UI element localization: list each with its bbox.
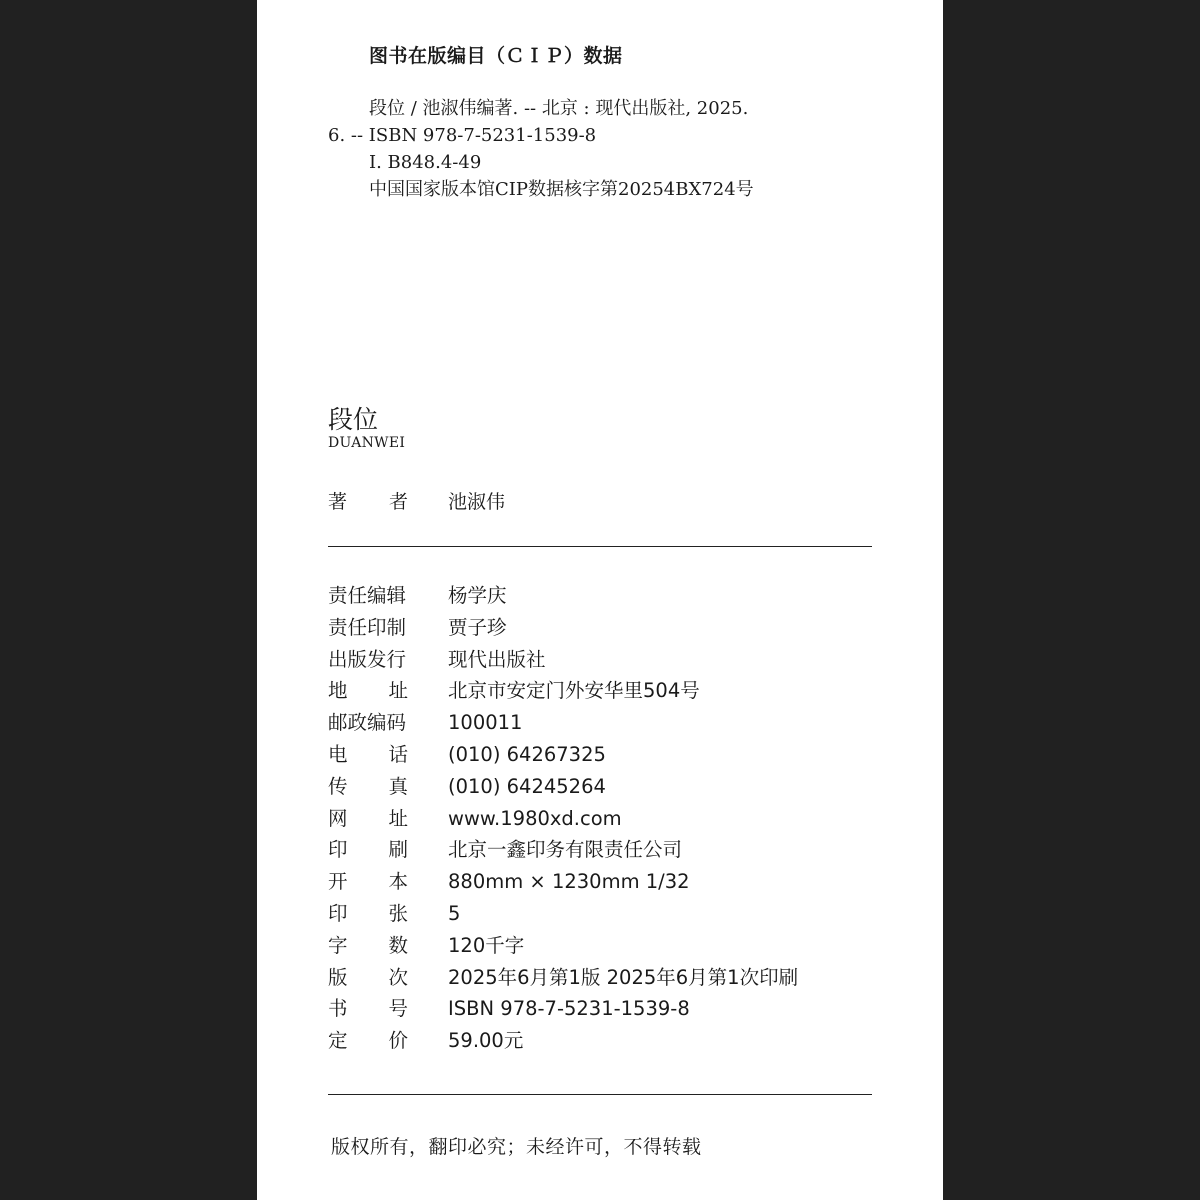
info-value: 贾子珍 [448, 615, 507, 639]
top-divider [328, 546, 872, 547]
book-title: 段位 [328, 405, 379, 434]
info-label: 责任印制 [328, 615, 407, 639]
info-row [328, 866, 868, 898]
info-value: (010) 64267325 [448, 742, 606, 766]
info-row [328, 675, 868, 707]
publication-info-list [328, 580, 868, 1057]
info-label: 邮政编码 [328, 711, 407, 735]
info-label: 书 号 [328, 997, 408, 1021]
info-row [328, 771, 868, 803]
info-label: 字 数 [328, 933, 408, 957]
info-value: 现代出版社 [448, 647, 546, 671]
info-row [328, 612, 868, 644]
info-label: 责任编辑 [328, 584, 407, 607]
cip-line-3: Ⅰ. B848.4-49 [369, 152, 482, 173]
info-label: 电 话 [328, 742, 408, 766]
author-label: 著 者 [328, 491, 408, 513]
info-value: 120千字 [448, 933, 525, 957]
info-label: 印 刷 [328, 838, 408, 862]
info-row [328, 993, 868, 1025]
info-row [328, 644, 868, 676]
info-value: 880mm × 1230mm 1/32 [448, 870, 690, 894]
author-row [328, 487, 628, 517]
cip-line-2: 6. -- ISBN 978-7-5231-1539-8 [328, 125, 597, 146]
info-row [328, 707, 868, 739]
info-label: 网 址 [328, 806, 408, 830]
info-label: 开 本 [328, 870, 408, 894]
author-name: 池淑伟 [448, 491, 506, 513]
info-value: 100011 [448, 711, 523, 735]
info-value: 5 [448, 901, 461, 925]
info-row [328, 930, 868, 962]
info-value: 北京市安定门外安华里504号 [448, 679, 700, 703]
info-row [328, 739, 868, 771]
info-label: 出版发行 [328, 647, 407, 671]
bottom-divider [328, 1094, 872, 1095]
info-label: 版 次 [328, 965, 408, 989]
info-row [328, 1025, 868, 1057]
info-value: 北京一鑫印务有限责任公司 [448, 838, 683, 862]
info-value: 59.00元 [448, 1029, 524, 1053]
cip-title: 图书在版编目（ＣＩＰ）数据 [369, 45, 623, 67]
info-row [328, 898, 868, 930]
info-value: ISBN 978-7-5231-1539-8 [448, 997, 690, 1021]
info-row [328, 834, 868, 866]
info-value: (010) 64245264 [448, 774, 606, 798]
info-value: 杨学庆 [448, 584, 507, 607]
info-label: 地 址 [328, 679, 408, 703]
info-row [328, 803, 868, 835]
copyright-notice: 版权所有，翻印必究；未经许可，不得转载 [331, 1136, 702, 1158]
info-value: www.1980xd.com [448, 806, 622, 830]
book-title-pinyin: DUANWEI [328, 435, 406, 451]
info-row [328, 962, 868, 994]
cip-line-1: 段位 / 池淑伟编著. -- 北京 : 现代出版社, 2025. [369, 98, 749, 119]
copyright-page [257, 0, 943, 1200]
cip-line-4: 中国国家版本馆CIP数据核字第20254BX724号 [369, 179, 754, 200]
info-row [328, 580, 868, 612]
info-label: 传 真 [328, 774, 408, 798]
info-value: 2025年6月第1版 2025年6月第1次印刷 [448, 965, 799, 989]
info-label: 印 张 [328, 901, 408, 925]
info-label: 定 价 [328, 1029, 408, 1053]
